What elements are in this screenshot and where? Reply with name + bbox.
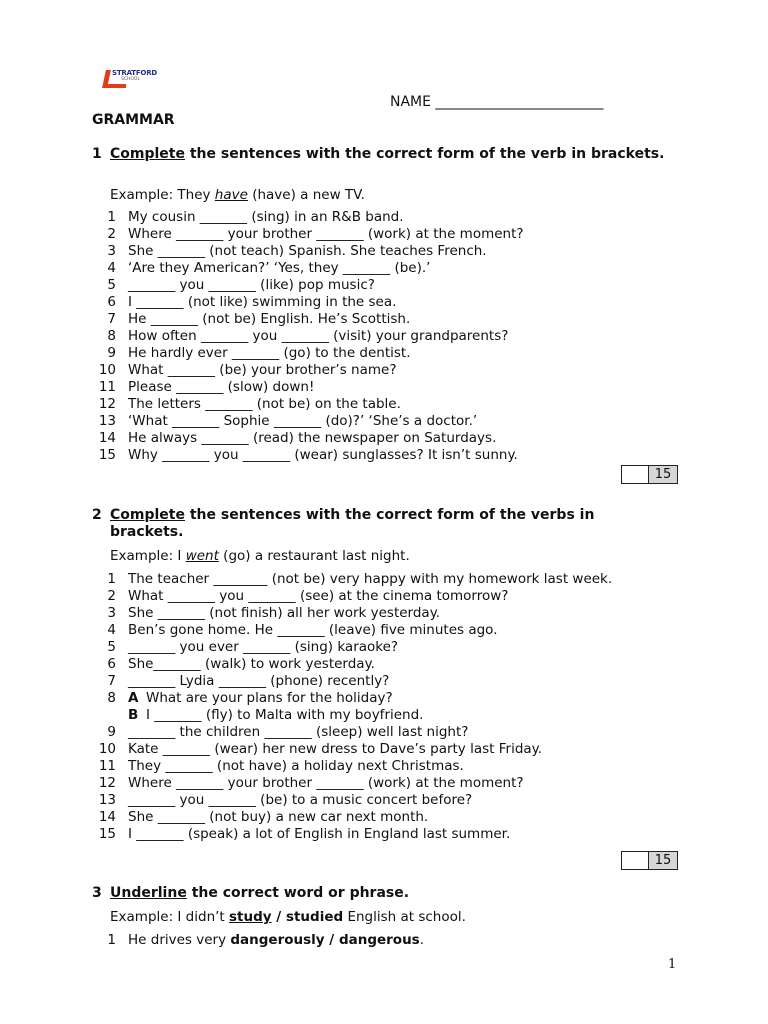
list-item (96, 362, 524, 379)
section-2-example (110, 548, 410, 564)
list-item (96, 413, 524, 430)
list-item (96, 345, 524, 362)
item-text[interactable]: Please _______ (slow) down! (128, 379, 315, 395)
item-text[interactable]: She _______ (not buy) a new car next month. (128, 809, 429, 825)
instruction-keyword: Complete (110, 507, 185, 523)
list-item (96, 792, 612, 809)
item-text[interactable]: Why _______ you _______ (wear) sunglasses? It isn’t sunny. (128, 447, 518, 463)
item-number: 1 (107, 932, 116, 948)
item-prefix: He drives very (128, 932, 231, 948)
item-text[interactable]: She _______ (not finish) all her work yesterday. (128, 605, 441, 621)
example-separator: / (271, 909, 286, 925)
section-1-items (96, 209, 524, 464)
list-item (96, 707, 612, 724)
list-item (96, 639, 612, 656)
item-number: 12 (98, 775, 116, 791)
example-suffix: (have) a new TV. (247, 187, 365, 203)
list-item (96, 294, 524, 311)
item-number: 5 (107, 277, 116, 293)
item-number: 14 (98, 430, 116, 446)
item-text[interactable]: He _______ (not be) English. He’s Scottish. (128, 311, 411, 327)
logo-subtext: SCHOOL (121, 77, 140, 82)
item-number: 10 (98, 362, 116, 378)
item-option-2[interactable]: dangerous (338, 932, 420, 948)
list-item (96, 379, 524, 396)
item-text[interactable]: ‘What _______ Sophie _______ (do)?’ ‘She’s a doctor.’ (128, 413, 478, 429)
item-number: 5 (107, 639, 116, 655)
item-number: 11 (98, 758, 116, 774)
section-instruction (110, 146, 670, 163)
item-number: 3 (107, 605, 116, 621)
list-item (96, 588, 612, 605)
item-text[interactable]: ‘Are they American?’ ‘Yes, they _______ (be).’ (128, 260, 431, 276)
list-item (96, 243, 524, 260)
item-text[interactable]: He always _______ (read) the newspaper on Saturdays. (128, 430, 497, 446)
item-number: 2 (107, 588, 116, 604)
item-text[interactable]: She _______ (not teach) Spanish. She teaches French. (128, 243, 487, 259)
item-number: 1 (107, 209, 116, 225)
item-text[interactable]: How often _______ you _______ (visit) your grandparents? (128, 328, 509, 344)
list-item (96, 622, 612, 639)
speaker-label: A (128, 690, 139, 706)
section-1-example (110, 187, 365, 203)
item-text[interactable]: He hardly ever _______ (go) to the dentist. (128, 345, 411, 361)
section-3-example (110, 909, 466, 925)
item-text[interactable]: _______ Lydia _______ (phone) recently? (128, 673, 390, 689)
item-text[interactable]: I _______ (speak) a lot of English in England last summer. (128, 826, 511, 842)
item-number: 9 (107, 345, 116, 361)
item-number: 3 (107, 243, 116, 259)
item-number: 2 (107, 226, 116, 242)
item-number: 13 (98, 792, 116, 808)
item-text[interactable]: _______ the children _______ (sleep) well last night? (128, 724, 469, 740)
item-text[interactable]: _______ you _______ (be) to a music concert before? (128, 792, 473, 808)
item-text[interactable]: _______ you ever _______ (sing) karaoke? (128, 639, 399, 655)
list-item (96, 430, 524, 447)
item-number: 12 (98, 396, 116, 412)
logo-mark-base (104, 84, 126, 88)
section-2-score-box (621, 851, 678, 870)
item-text[interactable]: Where _______ your brother _______ (work) at the moment? (128, 226, 524, 242)
item-number: 4 (107, 260, 116, 276)
item-number: 13 (98, 413, 116, 429)
item-number: 10 (98, 741, 116, 757)
list-item (96, 758, 612, 775)
item-number: 15 (98, 447, 116, 463)
section-instruction (110, 507, 670, 541)
item-text[interactable]: Ben’s gone home. He _______ (leave) five minutes ago. (128, 622, 498, 638)
item-number: 9 (107, 724, 116, 740)
section-instruction (110, 885, 670, 902)
item-option-1[interactable]: dangerously (230, 932, 325, 948)
example-prefix: Example: I didn’t (110, 909, 230, 925)
item-text[interactable]: The teacher ________ (not be) very happy with my homework last week. (128, 571, 613, 587)
item-text[interactable]: _______ you _______ (like) pop music? (128, 277, 375, 293)
section-number: 1 (92, 146, 102, 162)
list-item (96, 571, 612, 588)
score-total: 15 (649, 852, 677, 869)
item-text[interactable]: What _______ (be) your brother’s name? (128, 362, 397, 378)
instruction-text: the sentences with the correct form of the verb in brackets. (184, 146, 665, 162)
score-total: 15 (649, 466, 677, 483)
instruction-text: the correct word or phrase. (186, 885, 410, 901)
section-number: 3 (92, 885, 102, 901)
item-text[interactable]: My cousin _______ (sing) in an R&B band. (128, 209, 404, 225)
section-3-item (96, 932, 424, 948)
item-text[interactable]: Where _______ your brother _______ (work) at the moment? (128, 775, 524, 791)
item-text[interactable]: Kate _______ (wear) her new dress to Dave’s party last Friday. (128, 741, 543, 757)
item-text[interactable]: I _______ (fly) to Malta with my boyfriend. (146, 707, 424, 723)
example-prefix: Example: I (110, 548, 186, 564)
page-number: 1 (668, 957, 677, 972)
item-number: 1 (107, 571, 116, 587)
section-2-items (96, 571, 612, 843)
instruction-text: the sentences with the correct form of the verbs in brackets. (110, 507, 595, 540)
item-number: 6 (107, 656, 116, 672)
speaker-label: B (128, 707, 139, 723)
section-number: 2 (92, 507, 102, 523)
page-title: GRAMMAR (92, 112, 175, 128)
list-item (96, 311, 524, 328)
list-item (96, 605, 612, 622)
item-separator: / (324, 932, 339, 948)
example-option-1: study (229, 909, 272, 925)
example-option-2: studied (285, 909, 344, 925)
item-number: 6 (107, 294, 116, 310)
list-item (96, 690, 612, 707)
list-item (96, 277, 524, 294)
school-logo (101, 66, 161, 92)
list-item (96, 226, 524, 243)
instruction-keyword: Complete (110, 146, 185, 162)
list-item (96, 741, 612, 758)
list-item (96, 656, 612, 673)
item-text[interactable]: The letters _______ (not be) on the table. (128, 396, 401, 412)
item-number: 8 (107, 328, 116, 344)
name-field[interactable]: NAME ________________________ (390, 94, 604, 110)
item-number: 7 (107, 673, 116, 689)
score-entry[interactable] (622, 852, 649, 869)
item-number: 11 (98, 379, 116, 395)
item-text[interactable]: I _______ (not like) swimming in the sea. (128, 294, 397, 310)
item-text[interactable]: What _______ you _______ (see) at the cinema tomorrow? (128, 588, 509, 604)
list-item (96, 809, 612, 826)
list-item (96, 775, 612, 792)
item-number: 4 (107, 622, 116, 638)
list-item (96, 673, 612, 690)
item-suffix: . (419, 932, 425, 948)
item-text[interactable]: She_______ (walk) to work yesterday. (128, 656, 375, 672)
list-item (96, 447, 524, 464)
item-text[interactable]: What are your plans for the holiday? (146, 690, 393, 706)
example-suffix: (go) a restaurant last night. (218, 548, 410, 564)
list-item (96, 826, 612, 843)
example-suffix: English at school. (343, 909, 466, 925)
list-item (96, 724, 612, 741)
item-text[interactable]: They _______ (not have) a holiday next Christmas. (128, 758, 464, 774)
item-number: 7 (107, 311, 116, 327)
section-1-score-box (621, 465, 678, 484)
example-answer: have (214, 187, 248, 203)
instruction-keyword: Underline (110, 885, 187, 901)
score-entry[interactable] (622, 466, 649, 483)
example-prefix: Example: They (110, 187, 215, 203)
example-answer: went (185, 548, 219, 564)
item-number: 8 (107, 690, 116, 706)
item-number: 14 (98, 809, 116, 825)
list-item (96, 396, 524, 413)
list-item (96, 328, 524, 345)
list-item (96, 209, 524, 226)
item-number: 15 (98, 826, 116, 842)
list-item (96, 260, 524, 277)
logo-text: STRATFORD (112, 69, 157, 77)
